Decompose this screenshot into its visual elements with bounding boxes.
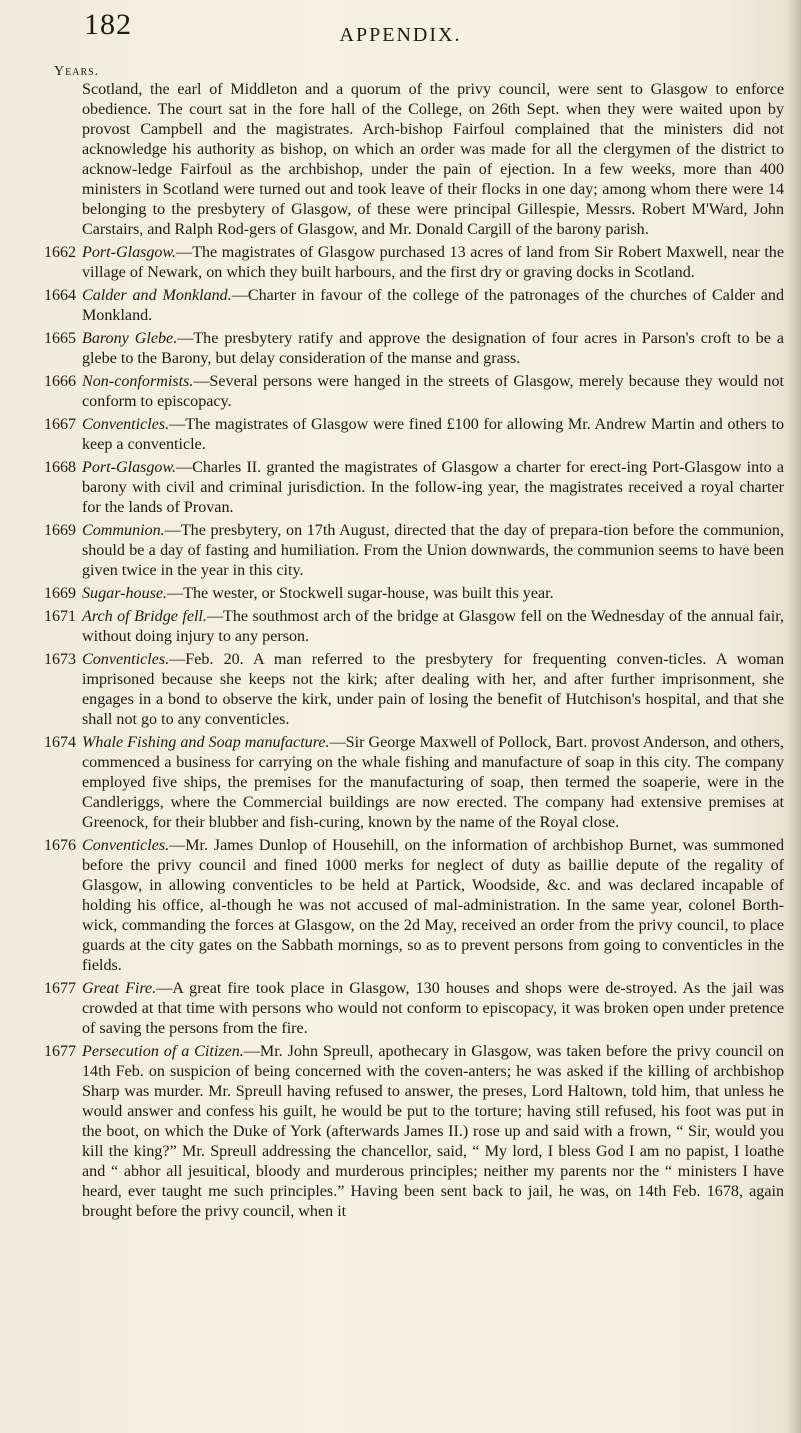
entry-year: 1669 [44,585,76,602]
entry-year: 1666 [44,373,76,390]
entry-title: Calder and Monkland. [82,287,232,304]
chronology-entry [44,607,784,647]
chronology-entry [44,329,784,369]
entry-text: Scotland, the earl of Middleton and a quorum of the privy council, were sent to Glasgow to enforce obedience. The court sat in the fore hall of the College, on 26th Sept. when they were waited upon by provost Campbell and the magistrates. Arch-bishop Fairfoul complained that the ministers did not acknowledge his authority as bishop, on which an order was made for all the clergymen of the district to acknow-ledge Fairfoul as the archbishop, under the pain of ejection. In a few weeks, more than 400 ministers in Scotland were turned out and took leave of their flocks in one day; among whom there were 14 belonging to the presbytery of Glasgow, of these were principal Gillespie, Messrs. Robert M'Ward, John Carstairs, and Ralph Rod-gers of Glasgow, and Mr. Donald Cargill of the barony parish. [82,81,784,238]
chronology-entry [44,1042,784,1222]
entry-year: 1669 [44,522,76,539]
entry-title: Communion. [82,522,165,539]
entry-title: Conventicles. [82,837,170,854]
chronology-entry [44,372,784,412]
chronology-entry [44,979,784,1039]
chronology-entry [44,650,784,730]
chronology-entry [44,733,784,833]
entry-text: —The magistrates of Glasgow were fined £100 for allowing Mr. Andrew Martin and others to keep a conventicle. [82,416,784,453]
entry-year: 1674 [44,734,76,751]
chronology-entry [44,286,784,326]
entry-text: —The magistrates of Glasgow purchased 13 acres of land from Sir Robert Maxwell, near the village of Newark, on which they built harbours, and the first dry or graving docks in Scotland. [82,244,784,281]
entry-title: Non-conformists. [82,373,194,390]
page-number: 182 [84,8,132,41]
page-edge-shadow [787,0,801,1433]
chronology-entry [44,521,784,581]
entry-year: 1662 [44,244,76,261]
entry-text: —Mr. James Dunlop of Househill, on the information of archbishop Burnet, was summoned before the privy council and fined 1000 merks for neglect of duty as baillie depute of the regality of Glasgow, in allowing conventicles to be held at Partick, Woodside, &c. and was declared incapable of holding his office, al-though he was not accused of mal-administration. In the same year, colonel Borth-wick, commanding the forces at Glasgow, on the 2d May, received an order from the privy council, to place guards at the city gates on the Sabbath mornings, so as to prevent persons from going to conventicles in the fields. [82,837,784,974]
entry-title: Barony Glebe. [82,330,178,347]
entry-text: —The presbytery ratify and approve the designation of four acres in Parson's croft to be a glebe to the Barony, but delay consideration of the manse and grass. [82,330,784,367]
chronology-entries [44,80,784,1225]
chronology-entry [44,80,784,240]
entry-title: Port-Glasgow. [82,244,177,261]
entry-title: Conventicles. [82,651,170,668]
years-column-label: Years. [54,64,100,79]
entry-year: 1668 [44,459,76,476]
entry-title: Whale Fishing and Soap manufacture. [82,734,330,751]
entry-text: —Feb. 20. A man referred to the presbytery for frequenting conven-ticles. A woman imprisoned because she keeps not the kirk; after dealing with her, and after further imprisonment, she engages in a bond to observe the kirk, under pain of losing the benefit of Hutchison's hospital, and that she shall not go to any conventicles. [82,651,784,728]
entry-text: —The presbytery, on 17th August, directed that the day of prepara-tion before the communion, should be a day of fasting and humiliation. From the Union downwards, the communion seems to have been given twice in the year in this city. [82,522,784,579]
running-head: APPENDIX. [339,24,462,46]
entry-year: 1676 [44,837,76,854]
entry-year: 1677 [44,980,76,997]
entry-year: 1665 [44,330,76,347]
entry-title: Conventicles. [82,416,170,433]
entry-text: —Sir George Maxwell of Pollock, Bart. provost Anderson, and others, commenced a business for carrying on the whale fishing and manufacture of soap in this city. The company employed five ships, the premises for the manufacturing of soap, then termed the soaperie, were in the Candleriggs, where the Commercial buildings are now erected. The company had extensive premises at Greenock, for their blubber and fish-curing, known by the name of the Royal close. [82,734,784,831]
entry-title: Sugar-house. [82,585,168,602]
entry-title: Persecution of a Citizen. [82,1043,244,1060]
entry-text: —Charter in favour of the college of the patronages of the churches of Calder and Monkland. [82,287,784,324]
entry-text: —Mr. John Spreull, apothecary in Glasgow, was taken before the privy council on 14th Feb. on suspicion of being concerned with the coven-anters; he was asked if the killing of archbishop Sharp was murder. Mr. Spreull having refused to answer, the preses, Lord Haltown, told him, that unless he would answer and confess his guilt, he would be put to the torture; having still refused, his foot was put in the boot, on which the Duke of York (afterwards James II.) rose up and said with a frown, “ Sir, would you kill the king?” Mr. Spreull addressing the chancellor, said, “ My lord, I bless God I am no papist, I loathe and “ abhor all jesuitical, bloody and murderous principles; neither my parents nor the “ ministers I have heard, ever taught me such principles.” Having been sent back to jail, he was, on 14th Feb. 1678, again brought before the privy council, when it [82,1043,784,1220]
entry-title: Port-Glasgow. [82,459,177,476]
entry-text: —Several persons were hanged in the streets of Glasgow, merely because they would not conform to episcopacy. [82,373,784,410]
entry-text: —Charles II. granted the magistrates of Glasgow a charter for erect-ing Port-Glasgow into a barony with civil and criminal jurisdiction. In the follow-ing year, the magistrates received a royal charter for the lands of Provan. [82,459,784,516]
entry-year: 1667 [44,416,76,433]
entry-year: 1671 [44,608,76,625]
entry-year: 1664 [44,287,76,304]
entry-year: 1673 [44,651,76,668]
entry-title: Arch of Bridge fell. [82,608,207,625]
chronology-entry [44,584,784,604]
entry-text: —The wester, or Stockwell sugar-house, was built this year. [167,585,554,602]
chronology-entry [44,458,784,518]
entry-text: —A great fire took place in Glasgow, 130 houses and shops were de-stroyed. As the jail was crowded at that time with persons who would not conform to episcopacy, it was broken open under pretence of saving the persons from the fire. [82,980,784,1037]
chronology-entry [44,836,784,976]
entry-title: Great Fire. [82,980,157,997]
entry-year: 1677 [44,1043,76,1060]
chronology-entry [44,243,784,283]
chronology-entry [44,415,784,455]
entry-text: —The southmost arch of the bridge at Glasgow fell on the Wednesday of the annual fair, without doing injury to any person. [82,608,784,645]
